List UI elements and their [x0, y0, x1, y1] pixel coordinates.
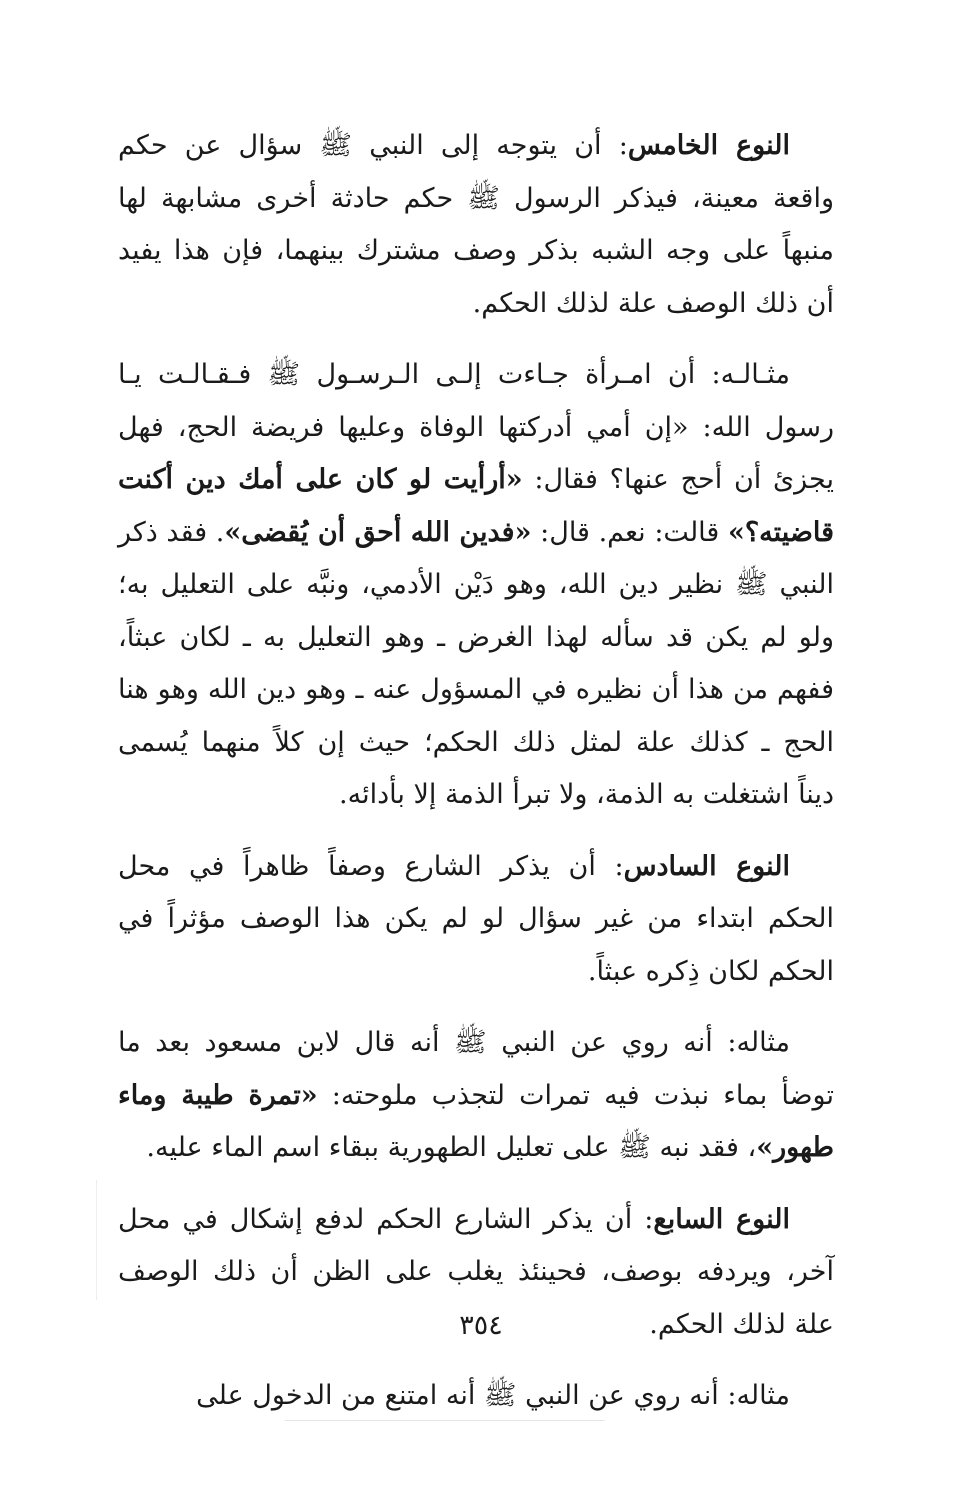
text-line [118, 278, 834, 331]
text-line [118, 225, 834, 278]
text-line [118, 664, 834, 717]
text-segment: ولو لم يكن قد سأله لهذا الغرض ـ وهو التعليل به ـ لكان عبثاً، [118, 621, 834, 653]
text-segment: . فقد ذكر [118, 516, 225, 548]
text-segment: علة لذلك الحكم. [649, 1308, 834, 1340]
text-line [118, 769, 834, 822]
text-segment: يجزئ أن أحج عنها؟ فقال: [522, 464, 834, 495]
text-line [118, 402, 834, 455]
text-segment: : أن يذكر الشارع وصفاً ظاهراً في محل [118, 850, 624, 882]
bold-text-segment: «تمرة طيبة وماء [118, 1079, 318, 1111]
text-segment: أن ذلك الوصف علة لذلك الحكم. [472, 287, 834, 319]
text-segment: رسول الله: «إن أمي أدركتها الوفاة وعليها فريضة الحج، فهل [118, 411, 834, 443]
paragraph [118, 1017, 834, 1175]
text-line [118, 893, 834, 946]
bold-text-segment: «أرأيت لو كان على أمك دين أكنت [118, 464, 523, 495]
text-segment: واقعة معينة، فيذكر الرسول ﷺ حكم حادثة أخرى مشابهة لها [118, 182, 834, 214]
text-segment: : أن يذكر الشارع الحكم لدفع إشكال في محل [118, 1203, 654, 1235]
text-line [118, 454, 834, 507]
bold-text-segment: «فدين الله أحق أن يُقضى» [224, 516, 532, 548]
bold-text-segment: طهور» [756, 1132, 834, 1163]
text-segment: آخر، ويردفه بوصف، فحينئذ يغلب على الظن أن ذلك الوصف [118, 1256, 834, 1287]
text-line [118, 120, 834, 173]
bold-text-segment: قاضيته؟» [727, 516, 835, 548]
text-segment: ديناً اشتغلت به الذمة، ولا تبرأ الذمة إلا بأدائه. [339, 779, 834, 810]
text-line [118, 173, 834, 226]
page-number: ٣٥٤ [459, 1310, 503, 1341]
text-line [118, 1070, 834, 1123]
text-segment: مثاله: أنه روي عن النبي ﷺ أنه قال لابن مسعود بعد ما [118, 1027, 790, 1058]
text-segment: توضأ بماء نبذت فيه تمرات لتجذب ملوحته: [317, 1079, 834, 1111]
text-line [118, 1017, 834, 1070]
text-segment: الحج ـ كذلك علة لمثل ذلك الحكم؛ حيث إن كلاً منهما يُسمى [118, 726, 834, 758]
text-segment: منبهاً على وجه الشبه بذكر وصف مشترك بينهما، فإن هذا يفيد [118, 235, 834, 266]
paragraph [118, 120, 834, 330]
bold-text-segment: النوع السادس [623, 850, 791, 882]
text-line [118, 841, 834, 894]
text-segment: الحكم ابتداء من غير سؤال لو لم يكن هذا الوصف مؤثراً في [118, 903, 834, 934]
paragraph [118, 1370, 834, 1423]
scan-edge-mark [96, 1180, 97, 1300]
text-segment: ففهم من هذا أن نظيره في المسؤول عنه ـ وهو دين الله وهو هنا [118, 674, 834, 705]
text-line [118, 612, 834, 665]
paragraph [118, 841, 834, 999]
text-line [118, 1246, 834, 1299]
text-segment: الحكم لكان ذِكره عبثاً. [587, 955, 834, 987]
paragraph [118, 349, 834, 822]
text-line [118, 1194, 834, 1247]
text-line [118, 946, 834, 999]
text-segment: مثـالـه: أن امـرأة جـاءت إلـى الـرسـول ﷺ فـقـالـت يـا [118, 359, 790, 390]
text-line [118, 559, 834, 612]
scan-artifact-line [285, 1420, 605, 1421]
page-body-text [118, 120, 834, 1442]
bold-text-segment: النوع السابع [653, 1203, 790, 1235]
text-segment: ، فقد نبه ﷺ على تعليل الطهورية ببقاء اسم الماء عليه. [146, 1132, 757, 1163]
text-segment: مثاله: أنه روي عن النبي ﷺ أنه امتنع من الدخول على [196, 1380, 790, 1411]
text-segment: قالت: نعم. قال: [531, 516, 728, 548]
bold-text-segment: النوع الخامس [627, 130, 790, 161]
text-line [118, 507, 834, 560]
text-segment: : أن يتوجه إلى النبي ﷺ سؤال عن حكم [118, 130, 628, 161]
text-line [118, 1122, 834, 1175]
text-line [118, 349, 834, 402]
text-line [118, 1370, 834, 1423]
text-segment: النبي ﷺ نظير دين الله، وهو دَيْن الأدمي، ونبَّه على التعليل به؛ [118, 569, 834, 600]
text-line [118, 717, 834, 770]
